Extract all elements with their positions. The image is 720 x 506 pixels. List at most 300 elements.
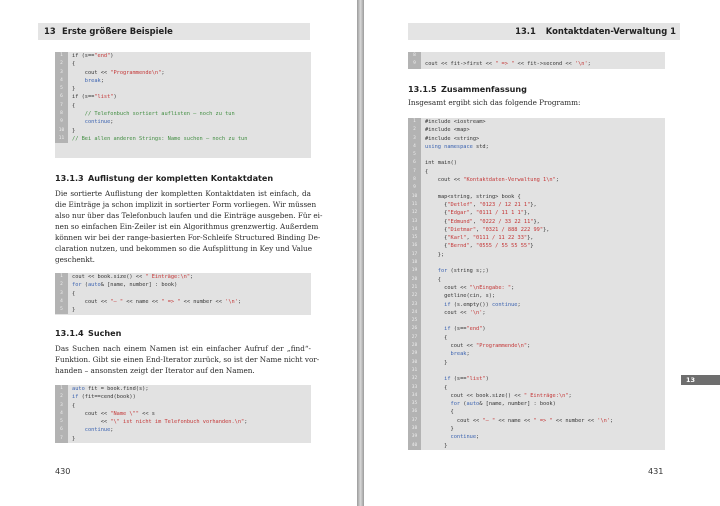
- code-line: [55, 306, 311, 314]
- code-line: [408, 284, 665, 292]
- line-number: 1: [55, 385, 68, 393]
- code-token: "Detlef": [447, 201, 473, 208]
- code-line: [408, 301, 665, 309]
- code-token: ): [485, 376, 489, 383]
- code-token: ,: [476, 226, 483, 233]
- code-token: ;: [482, 309, 486, 316]
- code-token: ;: [466, 351, 470, 358]
- text-line: also nur über das Telefonbuch laufen und die Einträge ausgeben. Für ei-: [55, 211, 323, 220]
- code-text: [68, 393, 136, 401]
- code-token: "Edmund": [447, 218, 473, 225]
- code-line: [55, 110, 311, 118]
- code-token: ,: [472, 201, 480, 208]
- code-text: [421, 201, 537, 209]
- code-token: ;: [555, 177, 559, 184]
- code-text: [68, 93, 117, 101]
- code-token: };: [425, 251, 445, 258]
- code-line: [408, 334, 665, 342]
- code-text: [421, 267, 489, 275]
- code-token: {: [425, 218, 448, 225]
- code-token: #include <string>: [425, 135, 480, 142]
- code-token: << number <<: [180, 298, 226, 305]
- code-token: cout << book.size() <<: [425, 392, 524, 399]
- code-text: [421, 193, 521, 201]
- code-text: [68, 85, 75, 93]
- code-token: }: [425, 425, 454, 432]
- code-token: (s==: [450, 326, 467, 333]
- code-text: [421, 184, 425, 192]
- code-token: cout <<: [72, 298, 111, 305]
- code-token: continue: [72, 119, 111, 126]
- running-header: [38, 23, 310, 40]
- code-token: {: [72, 290, 76, 297]
- code-text: [421, 325, 486, 333]
- line-number: 8: [408, 52, 421, 60]
- code-listing: [408, 118, 665, 450]
- line-number: 3: [408, 135, 421, 143]
- code-line: [408, 209, 665, 217]
- code-line: [408, 251, 665, 259]
- text-line: können wir bei der range-basierten For-Schleife Structured Binding De-: [55, 233, 321, 242]
- code-text: [421, 218, 540, 226]
- chapter-thumb-tab: 13: [681, 375, 720, 385]
- code-text: [68, 281, 177, 289]
- line-number: 5: [55, 85, 68, 93]
- page-number: 431: [648, 466, 664, 476]
- code-line: [408, 384, 665, 392]
- code-token: std;: [472, 143, 489, 150]
- line-number: 40: [408, 442, 421, 450]
- code-text: [421, 234, 533, 242]
- code-token: "Name \"": [110, 410, 139, 417]
- text-line: Insgesamt ergibt sich das folgende Programm:: [408, 98, 581, 107]
- code-line: [408, 375, 665, 383]
- line-number: 39: [408, 433, 421, 441]
- code-line: [408, 184, 665, 192]
- code-token: "Dietmar": [447, 226, 477, 233]
- code-token: (: [81, 282, 88, 289]
- line-number: 11: [408, 201, 421, 209]
- code-token: #include <map>: [425, 127, 470, 134]
- body-paragraph: [55, 188, 323, 265]
- code-line: [408, 126, 665, 134]
- code-line: [55, 93, 311, 101]
- code-text: [421, 367, 425, 375]
- code-token: ;: [587, 61, 591, 68]
- code-line: [408, 292, 665, 300]
- code-token: for: [425, 268, 448, 275]
- code-token: "end": [94, 53, 111, 59]
- code-line: [408, 234, 665, 242]
- code-line: [408, 159, 665, 167]
- code-token: ;: [511, 284, 515, 291]
- code-text: [68, 435, 75, 443]
- line-number: 2: [408, 126, 421, 134]
- code-token: },: [530, 201, 537, 208]
- left-page: [0, 0, 357, 506]
- code-line: [55, 77, 311, 85]
- code-line: [408, 425, 665, 433]
- code-text: [68, 118, 113, 126]
- line-number: 9: [55, 118, 68, 126]
- code-token: cout << book.size() <<: [72, 274, 146, 280]
- line-number: 4: [408, 143, 421, 151]
- code-text: [421, 159, 457, 167]
- code-text: [421, 284, 514, 292]
- code-text: [421, 118, 486, 126]
- code-text: [421, 417, 613, 425]
- text-line: geschenkt.: [55, 255, 95, 264]
- code-token: }: [530, 243, 534, 250]
- line-number: 32: [408, 375, 421, 383]
- code-token: ;: [190, 274, 194, 280]
- code-text: [421, 52, 425, 60]
- code-text: [421, 242, 533, 250]
- code-line: [55, 69, 311, 77]
- text-line: die Einträge ja schon implizit in sortierter Form vorliegen. Wir müssen: [55, 200, 317, 209]
- code-line: [408, 342, 665, 350]
- line-number: 14: [408, 226, 421, 234]
- code-line: [408, 392, 665, 400]
- code-token: },: [543, 226, 550, 233]
- code-line: [55, 298, 311, 306]
- code-text: [421, 168, 428, 176]
- code-token: ;: [610, 417, 614, 424]
- code-line: [55, 290, 311, 298]
- code-text: [421, 433, 479, 441]
- line-number: 4: [55, 298, 68, 306]
- code-text: [421, 334, 447, 342]
- code-text: [421, 442, 447, 450]
- code-text: [421, 276, 441, 284]
- line-number: 31: [408, 367, 421, 375]
- code-token: <<: [72, 419, 111, 426]
- code-token: fit = book.find(s);: [84, 386, 149, 392]
- line-number: 10: [408, 193, 421, 201]
- code-token: cout <<: [425, 284, 470, 291]
- code-line: [55, 393, 311, 401]
- section-heading: [55, 328, 121, 338]
- text-line: handen – ansonsten zeigt der Iterator auf den Namen.: [55, 366, 255, 375]
- code-text: [421, 209, 530, 217]
- section-heading: [408, 84, 527, 94]
- code-text: [68, 298, 241, 306]
- code-token: ;: [476, 434, 480, 441]
- code-token: ;: [100, 77, 104, 84]
- code-text: [421, 359, 447, 367]
- line-number: 5: [55, 418, 68, 426]
- code-text: [421, 408, 454, 416]
- code-text: [421, 259, 425, 267]
- code-line: [408, 135, 665, 143]
- code-line: [55, 127, 311, 135]
- code-token: },: [523, 210, 531, 217]
- code-line: [408, 242, 665, 250]
- code-token: if (s==: [72, 94, 95, 101]
- code-token: " => ": [161, 298, 181, 305]
- code-line: [408, 267, 665, 275]
- code-line: [55, 281, 311, 289]
- code-line: [408, 317, 665, 325]
- line-number: 12: [408, 209, 421, 217]
- code-text: [421, 176, 559, 184]
- code-token: (fit==cend(book)): [78, 394, 136, 401]
- code-token: }: [425, 442, 448, 449]
- code-line: [408, 201, 665, 209]
- code-token: {: [425, 243, 448, 250]
- code-token: "Programmende\n": [476, 343, 528, 350]
- line-number: 36: [408, 408, 421, 416]
- code-token: {: [425, 384, 448, 391]
- line-number: 25: [408, 317, 421, 325]
- code-text: [68, 110, 235, 118]
- code-token: cout <<: [72, 69, 111, 76]
- code-text: [421, 226, 549, 234]
- code-line: [408, 442, 665, 450]
- code-text: [421, 143, 489, 151]
- code-text: [68, 410, 155, 418]
- line-number: 3: [55, 69, 68, 77]
- code-token: {: [72, 102, 76, 109]
- section-number: 13.1.3: [55, 173, 84, 183]
- code-token: "\nEingabe: ": [469, 284, 512, 291]
- code-token: ,: [469, 243, 477, 250]
- code-token: "0222 / 33 22 11": [479, 218, 534, 225]
- line-number: 18: [408, 259, 421, 267]
- code-token: ;: [237, 298, 242, 305]
- code-token: for: [425, 401, 461, 408]
- code-token: " => ": [533, 417, 553, 424]
- code-text: [421, 350, 470, 358]
- code-token: ): [113, 94, 117, 101]
- line-number: 22: [408, 292, 421, 300]
- code-text: [68, 77, 104, 85]
- code-token: '\n': [597, 417, 611, 424]
- code-line: [408, 118, 665, 126]
- code-listing: [55, 52, 311, 158]
- line-number: 33: [408, 384, 421, 392]
- code-token: }: [72, 86, 76, 93]
- code-text: [421, 301, 521, 309]
- line-number: 5: [55, 306, 68, 314]
- text-line: Die sortierte Auflistung der kompletten Kontaktdaten ist einfach, da: [55, 189, 311, 198]
- code-text: [421, 60, 591, 68]
- code-token: "– ": [482, 417, 496, 424]
- code-token: if: [72, 394, 79, 401]
- line-number: 17: [408, 251, 421, 259]
- code-token: (: [460, 401, 467, 408]
- code-line: [408, 52, 665, 60]
- code-token: break: [72, 77, 101, 84]
- code-line: [408, 176, 665, 184]
- code-token: for: [72, 282, 82, 289]
- code-text: [421, 292, 495, 300]
- line-number: 2: [55, 393, 68, 401]
- code-token: },: [533, 218, 540, 225]
- code-token: ): [110, 53, 114, 59]
- code-token: ;: [110, 119, 114, 126]
- line-number: 20: [408, 276, 421, 284]
- line-number: 24: [408, 309, 421, 317]
- code-line: [55, 60, 311, 68]
- code-token: "end": [466, 326, 483, 333]
- code-token: #include <iostream>: [425, 119, 486, 125]
- code-token: '\n': [469, 309, 483, 316]
- code-token: {: [425, 235, 448, 242]
- code-line: [408, 259, 665, 267]
- code-token: continue: [491, 301, 518, 308]
- code-token: << number <<: [552, 417, 598, 424]
- section-title: Zusammenfassung: [441, 84, 527, 94]
- code-text: [421, 384, 447, 392]
- code-token: & [name, number] : book): [100, 282, 178, 289]
- code-token: if (s==: [72, 53, 95, 59]
- code-token: ,: [472, 218, 480, 225]
- code-token: ;: [517, 301, 521, 308]
- code-token: "0555 / 55 55 55": [476, 243, 531, 250]
- line-number: 5: [408, 151, 421, 159]
- line-number: 3: [55, 290, 68, 298]
- code-line: [408, 367, 665, 375]
- code-text: [68, 102, 75, 110]
- code-text: [421, 375, 489, 383]
- code-token: break: [425, 351, 467, 358]
- body-paragraph: [55, 343, 320, 376]
- line-number: 3: [55, 402, 68, 410]
- code-token: {: [425, 210, 448, 217]
- code-line: [408, 151, 665, 159]
- line-number: 29: [408, 350, 421, 358]
- line-number: 8: [55, 110, 68, 118]
- code-token: auto: [466, 401, 480, 408]
- code-text: [68, 127, 75, 135]
- code-token: ;: [110, 427, 114, 434]
- code-text: [68, 306, 75, 314]
- line-number: 23: [408, 301, 421, 309]
- code-text: [68, 418, 247, 426]
- code-token: cout <<: [425, 417, 483, 424]
- code-token: " Einträge:\n": [145, 274, 191, 280]
- code-text: [68, 273, 193, 281]
- code-token: {: [425, 168, 429, 175]
- code-token: getline(cin, s);: [425, 293, 496, 300]
- line-number: 27: [408, 334, 421, 342]
- chapter-title: Erste größere Beispiele: [62, 26, 173, 36]
- line-number: 16: [408, 242, 421, 250]
- line-number: 9: [408, 184, 421, 192]
- code-text: [421, 342, 530, 350]
- code-token: {: [425, 201, 448, 208]
- code-line: [55, 135, 311, 143]
- section-number: 13.1.4: [55, 328, 84, 338]
- code-line: [408, 350, 665, 358]
- code-token: {: [425, 334, 448, 341]
- code-token: "Programmende\n": [110, 69, 162, 76]
- code-token: {: [425, 276, 441, 283]
- code-line: [408, 276, 665, 284]
- code-token: (s==: [450, 376, 467, 383]
- code-text: [68, 290, 75, 298]
- line-number: 34: [408, 392, 421, 400]
- code-line: [55, 410, 311, 418]
- line-number: 10: [55, 127, 68, 135]
- line-number: 15: [408, 234, 421, 242]
- code-token: "0321 / 888 222 99": [482, 226, 544, 233]
- code-line: [408, 309, 665, 317]
- code-token: "0123 / 12 21 1": [479, 201, 531, 208]
- code-text: [421, 126, 470, 134]
- line-number: 21: [408, 284, 421, 292]
- code-token: auto: [72, 386, 85, 392]
- code-token: " => ": [495, 61, 515, 68]
- code-token: if: [425, 301, 451, 308]
- code-text: [68, 135, 247, 143]
- code-line: [408, 400, 665, 408]
- code-text: [68, 402, 75, 410]
- code-token: cout <<: [72, 410, 111, 417]
- code-token: << name <<: [495, 417, 534, 424]
- line-number: 4: [55, 77, 68, 85]
- line-number: 13: [408, 218, 421, 226]
- page-number: 430: [55, 466, 71, 476]
- code-text: [68, 60, 75, 68]
- line-number: 30: [408, 359, 421, 367]
- section-title: Kontaktdaten-Verwaltung 1: [545, 26, 676, 36]
- code-text: [421, 317, 425, 325]
- code-token: ;: [161, 69, 165, 76]
- line-number: 38: [408, 425, 421, 433]
- code-token: },: [527, 235, 534, 242]
- code-text: [68, 385, 149, 393]
- code-text: [421, 151, 425, 159]
- line-number: 1: [55, 52, 68, 60]
- code-line: [408, 193, 665, 201]
- code-line: [55, 435, 311, 443]
- code-line: [408, 359, 665, 367]
- line-number: 6: [408, 159, 421, 167]
- code-token: "list": [94, 94, 114, 101]
- code-token: // Telefonbuch sortiert auflisten – noch zu tun: [72, 111, 235, 118]
- code-token: & [name, number] : book): [479, 401, 556, 408]
- code-token: continue: [72, 427, 111, 434]
- code-token: cout <<: [425, 177, 464, 184]
- section-heading: [55, 173, 273, 183]
- code-listing: [55, 273, 311, 315]
- code-token: ;: [527, 343, 531, 350]
- code-token: "0111 / 11 1 1": [476, 210, 524, 217]
- code-line: [55, 85, 311, 93]
- code-line: [55, 418, 311, 426]
- line-number: 1: [55, 273, 68, 281]
- code-line: [408, 143, 665, 151]
- line-number: 7: [55, 435, 68, 443]
- code-listing: [408, 52, 665, 69]
- line-number: 9: [408, 60, 421, 68]
- line-number: 11: [55, 135, 68, 143]
- code-text: [68, 52, 113, 60]
- code-token: cout <<: [425, 309, 470, 316]
- code-token: ): [482, 326, 486, 333]
- code-text: [68, 426, 113, 434]
- book-spine: [357, 0, 364, 506]
- line-number: 2: [55, 60, 68, 68]
- code-token: << s: [138, 410, 155, 417]
- code-token: map<string, string> book {: [425, 193, 521, 200]
- code-token: using namespace: [425, 143, 473, 150]
- code-token: "Bernd": [447, 243, 470, 250]
- code-text: [421, 309, 486, 317]
- code-text: [68, 69, 165, 77]
